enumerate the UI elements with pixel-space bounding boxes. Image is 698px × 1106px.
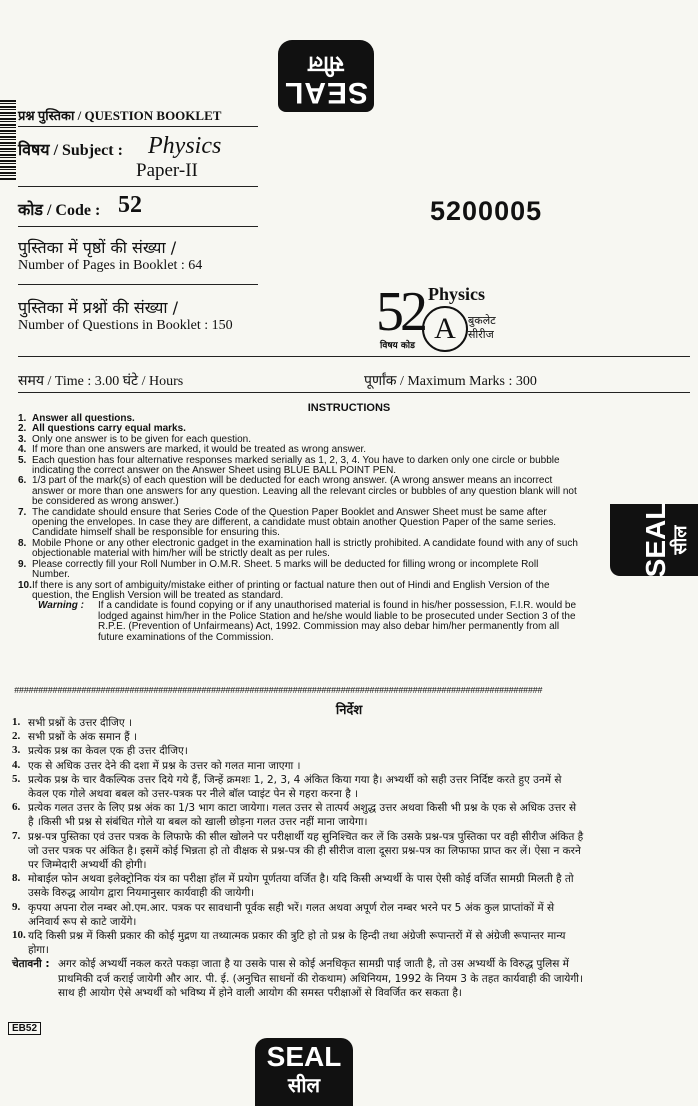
item-text: यदि किसी प्रश्न में किसी प्रकार की कोई मुद्रण या तथ्यात्मक प्रकार की त्रुटि हो तो प्रश्न के हिन्दी तथा अंग्रेजी रूपान्तरों में से अंग्रेजी रूपान्तर मान्य होगा। [28,930,566,957]
questions-label-english: Number of Questions in Booklet : 150 [18,318,233,333]
pages-label-english: Number of Pages in Booklet : 64 [18,258,203,273]
barcode [0,100,16,180]
time-label: समय / Time : 3.00 घंटे / Hours [18,374,184,389]
item-number: 10. [12,929,26,942]
list-item [18,581,578,602]
list-item [12,773,584,801]
item-number: 7. [12,829,21,842]
list-item [18,560,578,581]
subject-code-large: 52 [376,281,424,343]
item-number: 3. [12,744,21,757]
list-item [12,759,584,773]
code-value: 52 [118,192,142,218]
item-number: 3. [18,433,27,445]
item-number: 1. [18,413,27,424]
paper-number: Paper-II [136,160,198,181]
list-item [12,929,584,957]
divider [18,356,690,357]
list-item [18,539,578,560]
pages-label-hindi: पुस्तिका में पृष्ठों की संख्या / [18,238,177,257]
divider [18,392,690,393]
item-text: सभी प्रश्नों के अंक समान हैं । [28,731,137,744]
subject-code-label: विषय कोड [380,341,415,351]
item-text: एक से अधिक उत्तर देने की दशा में प्रश्न के उत्तर को गलत माना जाएगा । [28,759,301,772]
item-text: कृपया अपना रोल नम्बर ओ.एम.आर. पत्रक पर सावधानी पूर्वक सही भरें। गलत अथवा अपूर्ण रोल नम्बर भरने पर 5 अंक कुल प्राप्तांकों में से अनिवार्य रूप से काटे जायेंगे। [28,901,555,928]
list-item [18,476,578,507]
warning-text: If a candidate is found copying or if any unauthorised material is found in his/her possession, F.I.R. would be lodged against him/her in the Police Station and he/she would liable to be prosecuted under Section 3 of the R.P.E. (Prevention of Unfairmeans) Act, 1992. Commission may also debar him/her permanently from all future examinations of the Commission. [98,600,577,643]
seal-text-en: SEAL [266,1041,342,1072]
item-number: 8. [18,537,27,549]
seal-text-en: SEAL [284,76,369,109]
item-number: 4. [12,758,21,771]
item-text: Mobile Phone or any other electronic gadget in the examination hall is strictly prohibited. A candidate found with any of such objectionable material with him/her will be strictly dealt as per rules. [32,537,578,560]
item-number: 9. [18,558,27,570]
hindi-warning [12,957,584,1000]
subject-label: विषय / Subject : [18,142,123,159]
booklet-title: प्रश्न पुस्तिका / QUESTION BOOKLET [18,108,222,123]
list-item [12,830,584,873]
series-letter: A [422,306,468,352]
item-text: प्रत्येक प्रश्न का केवल एक ही उत्तर दीजिए। [28,745,188,758]
item-number: 2. [12,730,21,743]
booklet-series-label-2: सीरीज [468,328,494,341]
subject-value: Physics [148,133,222,159]
item-number: 10. [18,579,32,591]
item-number: 4. [18,444,27,456]
instructions-heading: INSTRUCTIONS [307,402,391,414]
subject-name: Physics [428,284,486,304]
footer-code: EB52 [8,1022,41,1035]
serial-number: 5200005 [430,196,543,226]
instructions-list [18,414,578,643]
item-text: If more than one answers are marked, it would be treated as wrong answer. [32,444,367,456]
item-number: 6. [18,475,27,487]
item-text: प्रत्येक गलत उत्तर के लिए प्रश्न अंक का 1/3 भाग काटा जायेगा। गलत उत्तर से तात्पर्य अशुद्ध उत्तर अथवा किसी भी प्रश्न के एक से अधिक उत्तर से है ।किसी भी प्रश्न से संबंधित गोले या बबल को खाली छोड़ना गलत उत्तर नहीं माना जायेगा। [28,802,577,829]
list-item [12,872,584,900]
divider [18,226,258,227]
seal-stamp-right [610,504,698,576]
divider [18,186,258,187]
seal-text-hi: सील [287,1073,321,1097]
warning-label: Warning : [38,600,84,612]
list-item [12,716,584,730]
item-text: 1/3 part of the mark(s) of each question will be deducted for each wrong answer. (A wrong answer means an incorrect answer or more than one answers for any question. Leaving all the relevant circles or bubbles of any question blank will not be considered as wrong answer.) [32,475,577,508]
hindi-instructions-list [12,716,584,1000]
item-text: If there is any sort of ambiguity/mistake either of printing or factual nature then out of Hindi and English Version of the question, the English Version will be treated as standard. [32,579,550,601]
warning-label: चेतावनी : [12,958,50,971]
list-item [12,744,584,758]
item-text: सभी प्रश्नों के उत्तर दीजिए । [28,717,132,729]
list-item [12,730,584,744]
seal-text-hi: सील [308,51,344,76]
code-label: कोड / Code : [18,202,101,219]
item-number: 7. [18,506,27,518]
item-text: प्रत्येक प्रश्न के चार वैकल्पिक उत्तर दिये गये हैं, जिन्हें क्रमशः 1, 2, 3, 4 अंकित किया गया है। अभ्यर्थी को सही उत्तर निर्दिष्ट करते हुए उनमें से केवल एक गोले अथवा बबल को उत्तर-पत्रक पर नीले बॉल प्वाइंट पेन से गहरा करना है । [28,773,562,801]
warning [38,601,578,643]
item-number: 9. [12,900,21,913]
item-text: प्रश्न-पत्र पुस्तिका एवं उत्तर पत्रक के लिफाफे की सील खोलने पर परीक्षार्थी यह सुनिश्चित कर लें कि उसके प्रश्न-पत्र पुस्तिका पर वही सीरीज अंकित है जो उत्तर पत्रक पर अंकित है। इसमें कोई भिन्नता हो तो वीक्षक से प्रश्न-पत्र की ही सीरीज वाला दूसरा प्रश्न-पत्र का लिफाफा प्राप्त कर लें। ऐसा न करने पर जिम्मेदारी अभ्यर्थी की होगी। [28,830,584,872]
item-text: मोबाईल फोन अथवा इलेक्ट्रोनिक यंत्र का परीक्षा हॉल में प्रयोग पूर्णतया वर्जित है। यदि किसी अभ्यर्थी के पास ऐसी कोई वर्जित सामग्री मिलती है तो उसके विरुद्ध आयोग द्वारा नियमानुसार कार्यवाही की जायेगी। [28,873,574,900]
seal-stamp-top [278,40,374,112]
item-text: The candidate should ensure that Series Code of the Question Paper Booklet and Answer Sheet must be same after opening the envelopes. In case they are different, a candidate must obtain another Question Paper of the same series. Candidate himself shall be responsible for ensuring this. [32,506,557,539]
hindi-instructions-heading: निर्देश [335,703,363,718]
divider [18,284,258,285]
seal-text-en: SEAL [640,502,671,578]
item-number: 5. [12,772,21,785]
item-number: 1. [12,716,21,728]
item-text: All questions carry equal marks. [32,423,186,435]
item-number: 2. [18,423,27,435]
item-number: 5. [18,454,27,466]
max-marks-label: पूर्णांक / Maximum Marks : 300 [364,374,537,389]
item-text: Please correctly fill your Roll Number in O.M.R. Sheet. 5 marks will be deducted for filling wrong or incomplete Roll Number. [32,558,539,581]
booklet-series-label [468,314,496,342]
list-item [18,456,578,477]
list-item [18,508,578,539]
item-text: Only one answer is to be given for each question. [32,433,252,445]
item-text: Answer all questions. [32,413,135,424]
divider [18,126,258,127]
seal-text-hi: सील [670,525,691,555]
questions-label-hindi: पुस्तिका में प्रश्नों की संख्या / [18,298,178,317]
item-number: 6. [12,801,21,814]
warning-text: अगर कोई अभ्यर्थी नकल करते पकड़ा जाता है या उसके पास से कोई अनधिकृत सामग्री पाई जाती है, तो उस अभ्यर्थी के विरुद्ध पुलिस में प्राथमिकी दर्ज कराई जायेगी और आर. पी. ई. (अनुचित साधनों की रोकथाम) अधिनियम, 1992 के नियम 3 के तहत कार्यवाही की जायेगी। साथ ही आयोग ऐसे अभ्यर्थी को भविष्य में होने वाली आयोग की समस्त परीक्षाओं से विवर्जित कर सकता है। [58,958,583,999]
item-number: 8. [12,872,21,885]
booklet-series-label-1: बुकलेट [468,314,496,327]
seal-stamp-bottom [255,1038,353,1106]
item-text: Each question has four alternative responses marked serially as 1, 2, 3, 4. You have to darken only one circle or bubble indicating the correct answer on the Answer Sheet using BLUE BALL POINT PEN. [32,454,560,477]
list-item [12,901,584,929]
separator: ############################################################################################################## [14,686,543,696]
list-item [12,801,584,829]
